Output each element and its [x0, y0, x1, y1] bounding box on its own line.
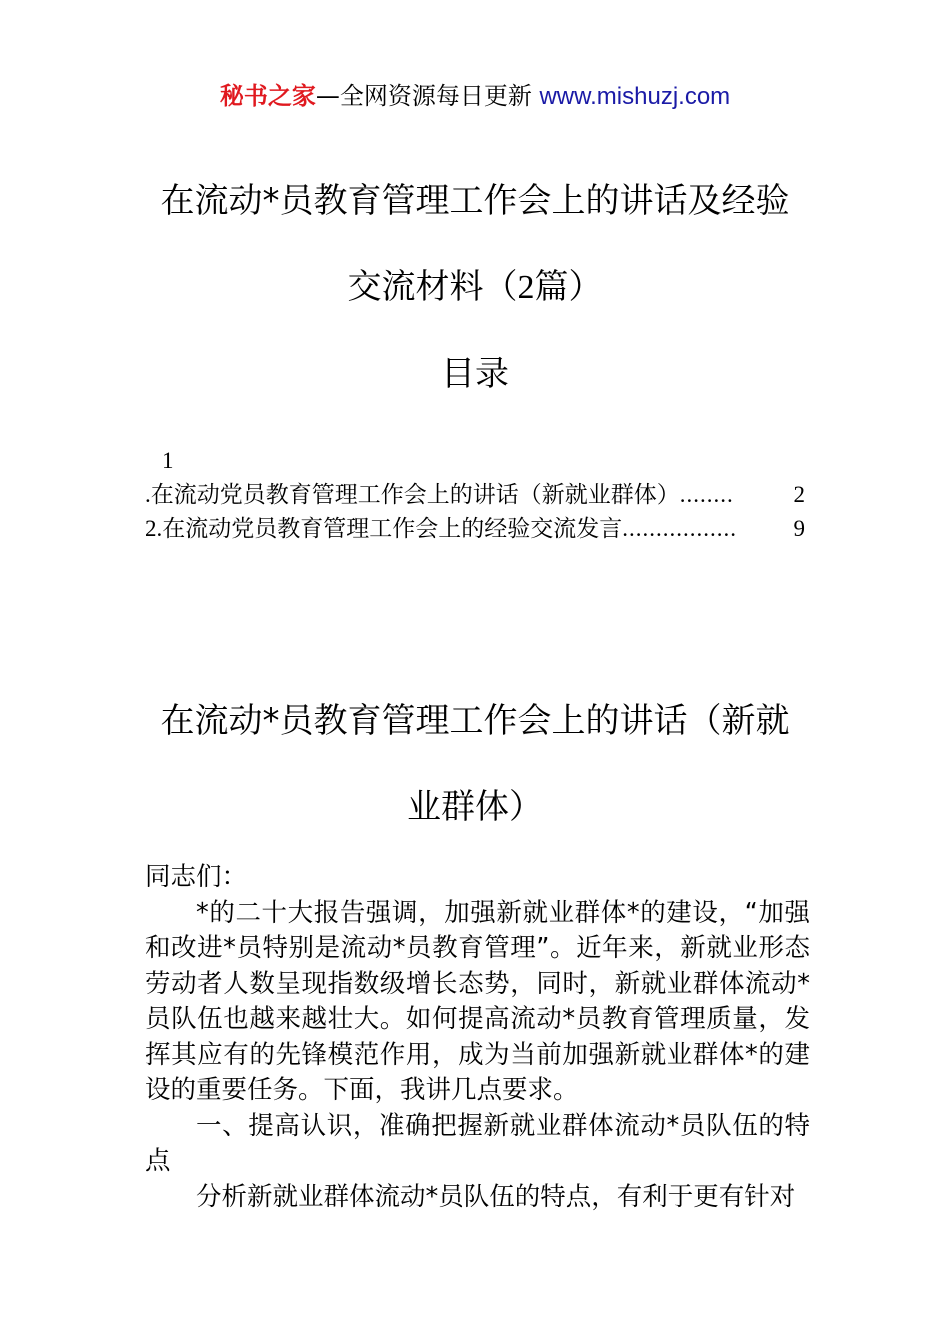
toc-item-1-page: 2: [793, 482, 805, 507]
toc-item-2-text: 在流动党员教育管理工作会上的经验交流发言: [162, 516, 623, 542]
toc-item-1-leader: ........: [679, 482, 734, 507]
table-of-contents: [145, 444, 805, 546]
site-url[interactable]: www.mishuzj.com: [539, 83, 731, 110]
speech-title: [130, 678, 820, 850]
header-tagline: —全网资源每日更新: [315, 82, 532, 110]
toc-item-2[interactable]: [145, 512, 805, 546]
toc-item-1[interactable]: . 在流动党员教育管理工作会上的讲话（新就业群体） ........ 2: [145, 478, 805, 512]
paragraph-2: 分析新就业群体流动*员队伍的特点，有利于更有针对: [196, 1181, 796, 1212]
toc-item-2-leader: .................: [622, 516, 737, 541]
toc-item-2-number: 2.: [145, 516, 163, 541]
toc-heading: 目录: [441, 354, 509, 394]
speech-title-line1: 在流动*员教育管理工作会上的讲话（新就: [160, 701, 790, 741]
document-title-line2: 交流材料（2篇）: [347, 267, 603, 307]
toc-item-1-text: 在流动党员教育管理工作会上的讲话（新就业群体）: [150, 482, 680, 508]
brand-name: 秘书之家: [219, 82, 316, 110]
paragraph-1: *的二十大报告强调，加强新就业群体*的建设，“加强和改进*员特别是流动*员教育管理”。近年来，新就业形态劳动者人数呈现指数级增长态势，同时，新就业群体流动*员队伍也越来越壮大。如何提高流动*员教育管理质量，发挥其应有的先锋模范作用，成为当前加强新就业群体*的建设的重要任务。下面，我讲几点要求。: [145, 897, 810, 1105]
speech-title-line2: 业群体）: [407, 787, 543, 827]
speech-body: [145, 860, 810, 1215]
salutation: 同志们：: [145, 862, 248, 892]
section-1-heading: 一、提高认识，准确把握新就业群体流动*员队伍的特点: [145, 1110, 810, 1176]
toc-item-1-number: 1: [162, 448, 174, 473]
document-title: [130, 158, 820, 331]
toc-item-2-page: 9: [793, 516, 805, 541]
document-title-line1: 在流动*员教育管理工作会上的讲话及经验: [160, 181, 790, 221]
site-header: [0, 80, 950, 113]
